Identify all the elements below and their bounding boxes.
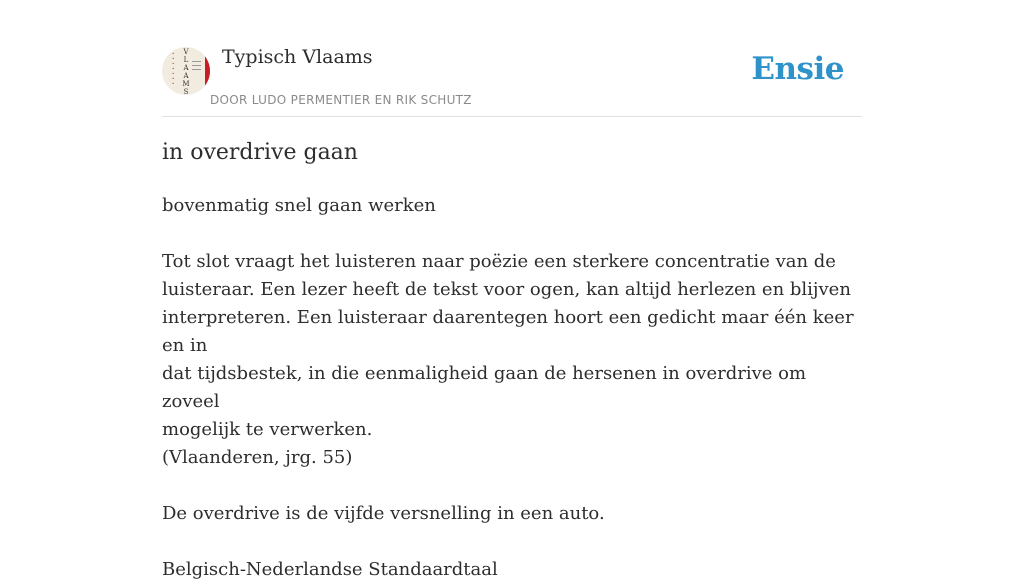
- example-source: (Vlaanderen, jrg. 55): [162, 447, 353, 468]
- entry-term: in overdrive gaan: [162, 140, 358, 165]
- example-line: dat tijdsbestek, in die eenmaligheid gaan de hersenen in overdrive om zoveel: [162, 363, 807, 412]
- ensie-logo[interactable]: Ensie: [751, 51, 844, 87]
- entry-content: [162, 192, 862, 584]
- example-line: luisteraar. Een lezer heeft de tekst voor ogen, kan altijd herlezen en blijven: [162, 279, 851, 300]
- entry-definition: bovenmatig snel gaan werken: [162, 195, 436, 216]
- cover-red-edge: [205, 47, 210, 95]
- book-title[interactable]: Typisch Vlaams: [222, 46, 373, 68]
- cover-text-lines: [192, 61, 201, 73]
- book-cover-thumbnail[interactable]: [162, 47, 210, 95]
- example-line: Tot slot vraagt het luisteren naar poëzie een sterkere concentratie van de: [162, 251, 836, 272]
- entry-category: Belgisch-Nederlandse Standaardtaal: [162, 559, 498, 580]
- example-line: interpreteren. Een luisteraar daarentegen hoort een gedicht maar één keer en in: [162, 307, 854, 356]
- cover-lettering: V L A A M S: [182, 48, 190, 95]
- book-header: [162, 0, 862, 117]
- example-line: mogelijk te verwerken.: [162, 419, 373, 440]
- page-container: [162, 0, 862, 580]
- entry-note: De overdrive is de vijfde versnelling in een auto.: [162, 503, 605, 524]
- book-authors: DOOR LUDO PERMENTIER EN RIK SCHUTZ: [210, 93, 472, 107]
- cover-red-marks: • • • • • • •: [172, 51, 175, 86]
